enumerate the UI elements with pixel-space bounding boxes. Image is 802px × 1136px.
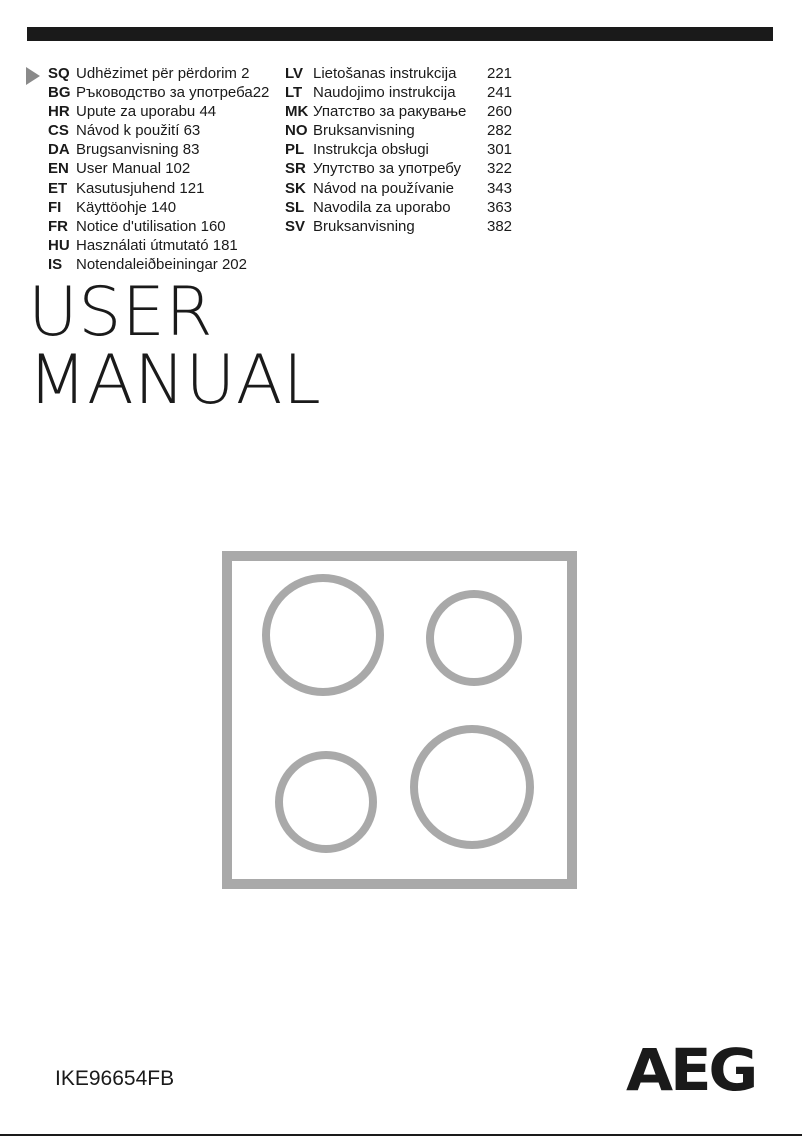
language-code: BG: [48, 84, 71, 102]
language-code: FR: [48, 217, 68, 235]
page-number: 322: [487, 160, 513, 178]
language-name: Ръководство за употреба: [76, 84, 253, 102]
page-number: 241: [487, 84, 513, 102]
language-code: CS: [48, 122, 69, 140]
cooking-zone-large-top-left: [266, 578, 380, 692]
page-number: 44: [199, 103, 217, 121]
language-row: [285, 159, 525, 178]
language-row: [48, 102, 284, 121]
hob-illustration: [222, 551, 577, 889]
language-row: [48, 236, 284, 255]
language-name: Kasutusjuhend: [76, 179, 176, 197]
page-number: 2: [241, 65, 250, 82]
language-row: [48, 179, 284, 198]
page-number: 83: [182, 141, 200, 159]
language-row: [48, 64, 284, 83]
language-row: [48, 140, 284, 159]
page-number: 382: [487, 217, 513, 235]
language-code: SR: [285, 160, 306, 178]
language-name: Navodila za uporabo: [313, 198, 451, 216]
page-number: 160: [200, 217, 226, 235]
language-name: Instrukcja obsługi: [313, 141, 429, 159]
language-title-fr: [76, 217, 226, 236]
language-code: SQ: [48, 65, 70, 82]
language-code: SK: [285, 179, 306, 197]
language-name: Упатство за ракување: [313, 103, 467, 121]
language-row: [285, 64, 525, 83]
page-number: 121: [179, 179, 205, 197]
language-row: [285, 83, 525, 102]
language-name: Упутство за употребу: [313, 160, 462, 178]
language-title-fi: [76, 198, 176, 217]
language-name: Lietošanas instrukcija: [313, 65, 457, 82]
language-code: PL: [285, 141, 305, 159]
language-name: Használati útmutató: [76, 236, 209, 254]
cooking-zone-large-bottom-right: [414, 729, 530, 845]
cooking-zone-small-bottom-left: [279, 755, 373, 849]
language-row: [48, 255, 284, 274]
language-title-hu: [76, 236, 238, 255]
language-row: [48, 198, 284, 217]
language-code: DA: [48, 141, 70, 159]
title-line-1: USER: [28, 273, 214, 352]
language-row: [48, 121, 284, 140]
language-code: HR: [48, 103, 70, 121]
language-name: Udhëzimet për përdorim: [76, 65, 237, 82]
language-row: [285, 102, 525, 121]
language-row: [285, 179, 525, 198]
language-code: IS: [48, 255, 63, 273]
language-list-left: [48, 64, 284, 274]
top-bar: [27, 27, 773, 41]
language-row: [285, 121, 525, 140]
language-name: Notice d'utilisation: [76, 217, 197, 235]
language-code: SL: [285, 198, 305, 216]
page-number: 221: [487, 65, 513, 82]
language-list-right: [285, 64, 525, 236]
page-number: 363: [487, 198, 513, 216]
language-title-hr: [76, 102, 216, 121]
language-row: [285, 217, 525, 236]
page-number: 202: [221, 255, 247, 273]
language-row: [48, 159, 284, 178]
brand-logo: AEG: [626, 1036, 756, 1104]
language-code: NO: [285, 122, 308, 140]
language-code: SV: [285, 217, 306, 235]
language-title-cs: [76, 121, 200, 140]
language-name: User Manual: [76, 160, 162, 178]
language-code: HU: [48, 236, 70, 254]
language-name: Návod na používanie: [313, 179, 454, 197]
language-name: Návod k použití: [76, 122, 180, 140]
language-title-bg: [76, 83, 269, 102]
language-title-sq: [76, 64, 249, 83]
language-code: ET: [48, 179, 68, 197]
language-name: Notendaleiðbeiningar: [76, 255, 218, 273]
language-name: Brugsanvisning: [76, 141, 179, 159]
page-title: [28, 273, 322, 420]
model-number: IKE96654FB: [55, 1067, 175, 1090]
language-name: Bruksanvisning: [313, 217, 415, 235]
language-row: [285, 198, 525, 217]
triangle-right-icon: [26, 67, 40, 85]
page-number: 140: [151, 198, 177, 216]
page-number: 102: [165, 160, 191, 178]
page-number: 301: [487, 141, 513, 159]
language-title-et: [76, 179, 204, 198]
page-number: 343: [487, 179, 513, 197]
cooking-zone-small-top-right: [430, 594, 518, 682]
language-row: [285, 140, 525, 159]
language-code: EN: [48, 160, 69, 178]
page-number: 260: [487, 103, 513, 121]
language-row: [48, 217, 284, 236]
language-row: [48, 83, 284, 102]
language-code: MK: [285, 103, 309, 121]
page-number: 282: [487, 122, 513, 140]
page-number: 22: [252, 84, 270, 102]
language-name: Naudojimo instrukcija: [313, 84, 456, 102]
language-name: Bruksanvisning: [313, 122, 415, 140]
language-code: LT: [285, 84, 303, 102]
language-title-en: [76, 159, 190, 178]
language-name: Upute za uporabu: [76, 103, 196, 121]
language-name: Käyttöohje: [76, 198, 147, 216]
title-line-2: MANUAL: [28, 341, 322, 420]
language-title-is: [76, 255, 247, 274]
language-code: FI: [48, 198, 62, 216]
page-number: 63: [183, 122, 201, 140]
language-title-da: [76, 140, 199, 159]
language-code: LV: [285, 65, 304, 82]
page-number: 181: [212, 236, 238, 254]
